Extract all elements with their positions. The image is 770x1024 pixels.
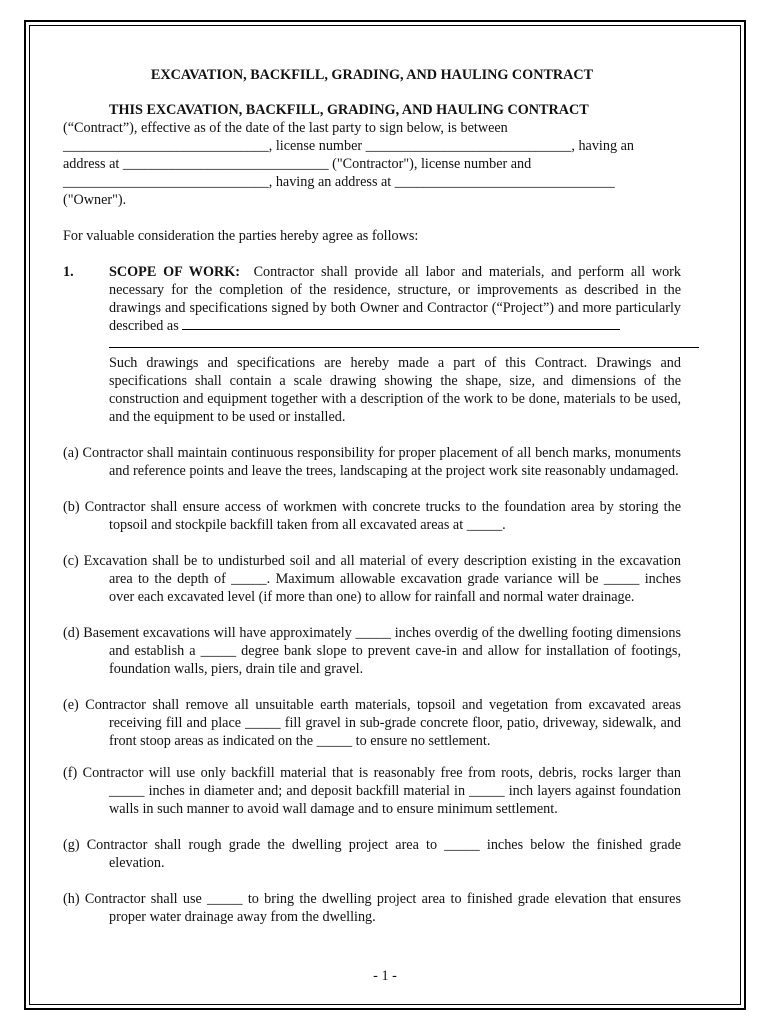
project-description-blank bbox=[182, 317, 620, 330]
consideration-statement: For valuable consideration the parties hereby agree as follows: bbox=[63, 228, 419, 244]
clause-e: (e) Contractor shall remove all unsuitable earth materials, topsoil and vegetation from excavated areas receiving fill and place _____ fill gravel in sub-grade concrete floor, patio, driveway, sidewalk, and front stoop areas as indicated on the _____ to ensure no settlement. bbox=[63, 697, 681, 749]
intro-line: ("Owner"). bbox=[63, 192, 127, 208]
spacer bbox=[63, 534, 681, 552]
spacer bbox=[63, 245, 681, 263]
spacer bbox=[63, 209, 681, 227]
intro-paragraph bbox=[63, 101, 681, 209]
project-description-blank-line bbox=[109, 335, 699, 348]
section-text-continued: Such drawings and specifications are hereby made a part of this Contract. Drawings and specifications shall contain a scale drawing showing the shape, size, and dimensions of the construction and equipment together with a description of the work to be done, materials to be used, and the equipment to be used or installed. bbox=[109, 355, 681, 425]
intro-bold-heading: THIS EXCAVATION, BACKFILL, GRADING, AND HAULING CONTRACT bbox=[109, 102, 589, 118]
section-scope-of-work bbox=[63, 263, 681, 426]
clause-c: (c) Excavation shall be to undisturbed soil and all material of every description existing in the excavation area to the depth of _____. Maximum allowable excavation grade variance will be _____ inches over each excavated level (if more than one) to allow for rainfall and normal water drainage. bbox=[63, 553, 681, 605]
clause-d: (d) Basement excavations will have approximately _____ inches overdig of the dwelling footing dimensions and establish a _____ degree bank slope to prevent cave-in and allow for installation of footings, foundation walls, piers, drain tile and gravel. bbox=[63, 625, 681, 677]
intro-line: address at _____________________________ ("Contractor"), license number and bbox=[63, 156, 532, 172]
spacer bbox=[63, 872, 681, 890]
spacer bbox=[63, 818, 681, 836]
intro-line: _____________________________, having an address at _______________________________ bbox=[63, 174, 615, 190]
spacer bbox=[63, 426, 681, 444]
spacer bbox=[63, 678, 681, 696]
spacer bbox=[63, 480, 681, 498]
section-number: 1. bbox=[63, 264, 74, 280]
intro-line: _____________________________, license number _____________________________, having an bbox=[63, 138, 634, 154]
document-body bbox=[63, 66, 681, 926]
page-number: - 1 - bbox=[373, 968, 397, 984]
clause-g: (g) Contractor shall rough grade the dwelling project area to _____ inches below the finished grade elevation. bbox=[63, 837, 681, 871]
clause-h: (h) Contractor shall use _____ to bring the dwelling project area to finished grade elevation that ensures proper water drainage away from the dwelling. bbox=[63, 891, 681, 925]
clause-a: (a) Contractor shall maintain continuous responsibility for proper placement of all bench marks, monuments and reference points and leave the trees, landscaping at the project work site reasonably undamaged. bbox=[63, 445, 681, 479]
clause-b: (b) Contractor shall ensure access of workmen with concrete trucks to the foundation area by storing the topsoil and stockpile backfill taken from all excavated areas at _____. bbox=[63, 499, 681, 533]
spacer bbox=[63, 750, 681, 764]
spacer bbox=[63, 606, 681, 624]
clause-f: (f) Contractor will use only backfill material that is reasonably free from roots, debris, rocks larger than _____ inches in diameter and; and deposit backfill material in _____ inch layers against foundation walls in such manner to avoid wall damage and to ensure minimum settlement. bbox=[63, 765, 681, 817]
intro-line: (“Contract”), effective as of the date of the last party to sign below, is between bbox=[63, 120, 508, 136]
section-text: Contractor shall provide all labor and materials, and perform all work necessary for the completion of the residence, structure, or improvements as described in the drawings and specifications signed by both Owner and Contractor (“Project”) and more particularly described as bbox=[109, 264, 682, 334]
section-heading: SCOPE OF WORK: bbox=[109, 264, 240, 280]
document-title: EXCAVATION, BACKFILL, GRADING, AND HAULING CONTRACT bbox=[150, 67, 594, 83]
